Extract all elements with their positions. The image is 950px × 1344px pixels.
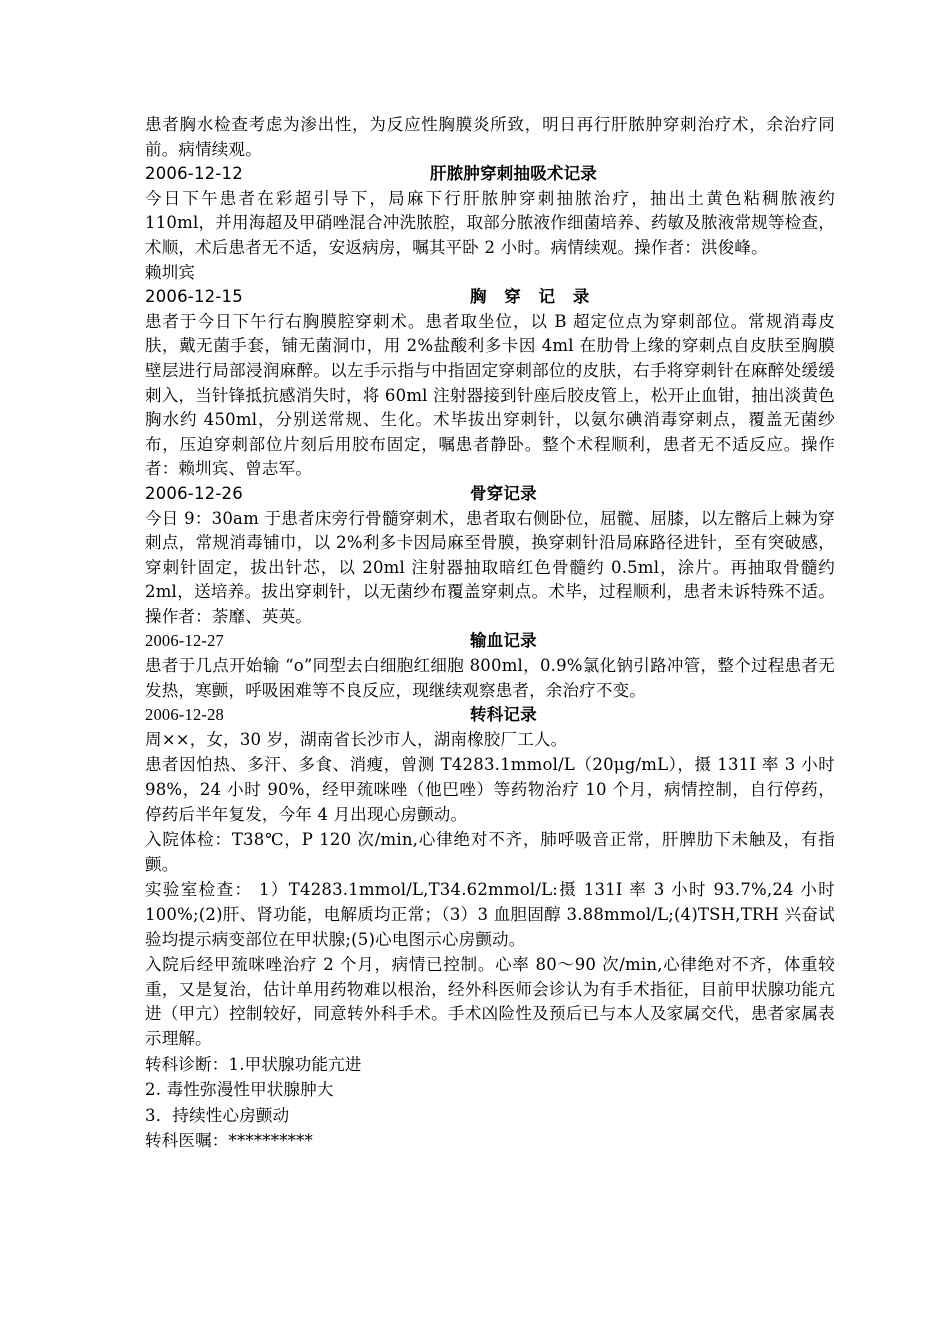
record-title: 输血记录 xyxy=(470,631,537,651)
record-title: 胸 穿 记 录 xyxy=(470,287,596,307)
record-body-thoracentesis: 患者于今日下午行右胸膜腔穿刺术。患者取坐位，以 B 超定位点为穿刺部位。常规消毒皮肤，戴无菌手套，铺无菌洞巾，用 2%盐酸利多卡因 4ml 在肋骨上缘的穿刺点自皮肤至胸膜壁层进行局部浸润麻醉。以左手示指与中指固定穿刺部位的皮肤，右手将穿刺针在麻醉处缓缓刺入，当针锋抵抗感消失时，将 60ml 注射器接到针座后胶皮管上，松开止血钳，抽出淡黄色胸水约 450ml，分别送常规、生化。术毕拔出穿刺针，以氨尔碘消毒穿刺点，覆盖无菌纱布，压迫穿刺部位片刻后用胶布固定，嘱患者静卧。整个术程顺利，患者无不适反应。操作者：赖圳宾、曾志军。 xyxy=(145,311,835,479)
transfer-diagnosis-2: 2. 毒性弥漫性甲状腺肿大 xyxy=(145,1080,334,1100)
record-date: 2006-12-15 xyxy=(145,287,243,307)
record-date: 2006-12-12 xyxy=(145,164,243,184)
record-body-bone-marrow: 今日 9：30am 于患者床旁行骨髓穿刺术，患者取右侧卧位，屈髋、屈膝，以左髂后上棘为穿刺点，常规消毒铺巾，以 2%利多卡因局麻至骨膜，换穿刺针沿局麻路径进针，至有突破感，穿刺针固定，拔出针芯，以 20ml 注射器抽取暗红色骨髓约 0.5ml，涂片。再抽取骨髓约 2ml，送培养。拔出穿刺针，以无菌纱布覆盖穿刺点。术毕，过程顺利，患者未诉特殊不适。操作者：荼靡、英英。 xyxy=(145,508,835,626)
record-heading-liver-abscess xyxy=(145,162,835,187)
record-heading-thoracentesis xyxy=(145,285,835,310)
transfer-physical-exam: 入院体检：T38℃，P 120 次/min,心律绝对不齐，肺呼吸音正常，肝脾肋下未触及，有指颤。 xyxy=(145,830,835,874)
record-title: 转科记录 xyxy=(470,705,537,725)
record-body-transfusion: 患者于几点开始输 “o”同型去白细胞红细胞 800ml，0.9%氯化钠引路冲管，整个过程患者无发热，寒颤，呼吸困难等不良反应，现继续观察患者，余治疗不变。 xyxy=(145,656,835,700)
transfer-diagnosis-1: 转科诊断：1.甲状腺功能亢进 xyxy=(145,1054,362,1074)
transfer-history: 患者因怕热、多汗、多食、消瘦，曾测 T4283.1mmol/L（20μg/mL），摄 131I 率 3 小时 98%，24 小时 90%，经甲巯咪唑（他巴唑）等药物治疗 10 个月，病情控制，自行停药，停药后半年复发，今年 4 月出现心房颤动。 xyxy=(145,755,835,824)
transfer-patient-info: 周××，女，30 岁，湖南省长沙市人，湖南橡胶厂工人。 xyxy=(145,729,568,749)
transfer-orders: 转科医嘱：********** xyxy=(145,1131,313,1151)
record-title: 骨穿记录 xyxy=(470,483,537,503)
transfer-lab-tests: 实验室检查： 1）T4283.1mmol/L,T34.62mmol/L:摄 131I 率 3 小时 93.7%,24 小时 100%;(2)肝、肾功能，电解质均正常；（3）3 血胆固醇 3.88mmol/L;(4)TSH,TRH 兴奋试验均提示病变部位在甲状腺;(5)心电图示心房颤动。 xyxy=(145,880,835,949)
document-page xyxy=(145,113,835,1154)
signature: 赖圳宾 xyxy=(145,262,196,282)
intro-paragraph: 患者胸水检查考虑为渗出性，为反应性胸膜炎所致，明日再行肝脓肿穿刺治疗术，余治疗同前。病情续观。 xyxy=(145,115,835,159)
record-date: 2006-12-27 xyxy=(145,631,224,651)
record-title: 肝脓肿穿刺抽吸术记录 xyxy=(430,164,597,184)
record-date: 2006-12-28 xyxy=(145,705,224,725)
transfer-course: 入院后经甲巯咪唑治疗 2 个月，病情已控制。心率 80～90 次/min,心律绝对不齐，体重较重，又是复治，估计单用药物难以根治，经外科医师会诊认为有手术指征，目前甲状腺功能亢进（甲亢）控制较好，同意转外科手术。手术凶险性及预后已与本人及家属交代，患者家属表示理解。 xyxy=(145,955,835,1048)
transfer-diagnosis-3: 3．持续性心房颤动 xyxy=(145,1105,290,1125)
record-heading-bone-marrow xyxy=(145,482,835,507)
record-date: 2006-12-26 xyxy=(145,483,243,503)
record-body-liver-abscess: 今日下午患者在彩超引导下，局麻下行肝脓肿穿刺抽脓治疗，抽出土黄色粘稠脓液约 110ml，并用海超及甲硝唑混合冲洗脓腔，取部分脓液作细菌培养、药敏及脓液常规等检查，术顺，术后患者无不适，安返病房，嘱其平卧 2 小时。病情续观。操作者：洪俊峰。 xyxy=(145,188,835,257)
record-heading-transfusion xyxy=(145,629,835,654)
record-heading-transfer xyxy=(145,703,835,728)
